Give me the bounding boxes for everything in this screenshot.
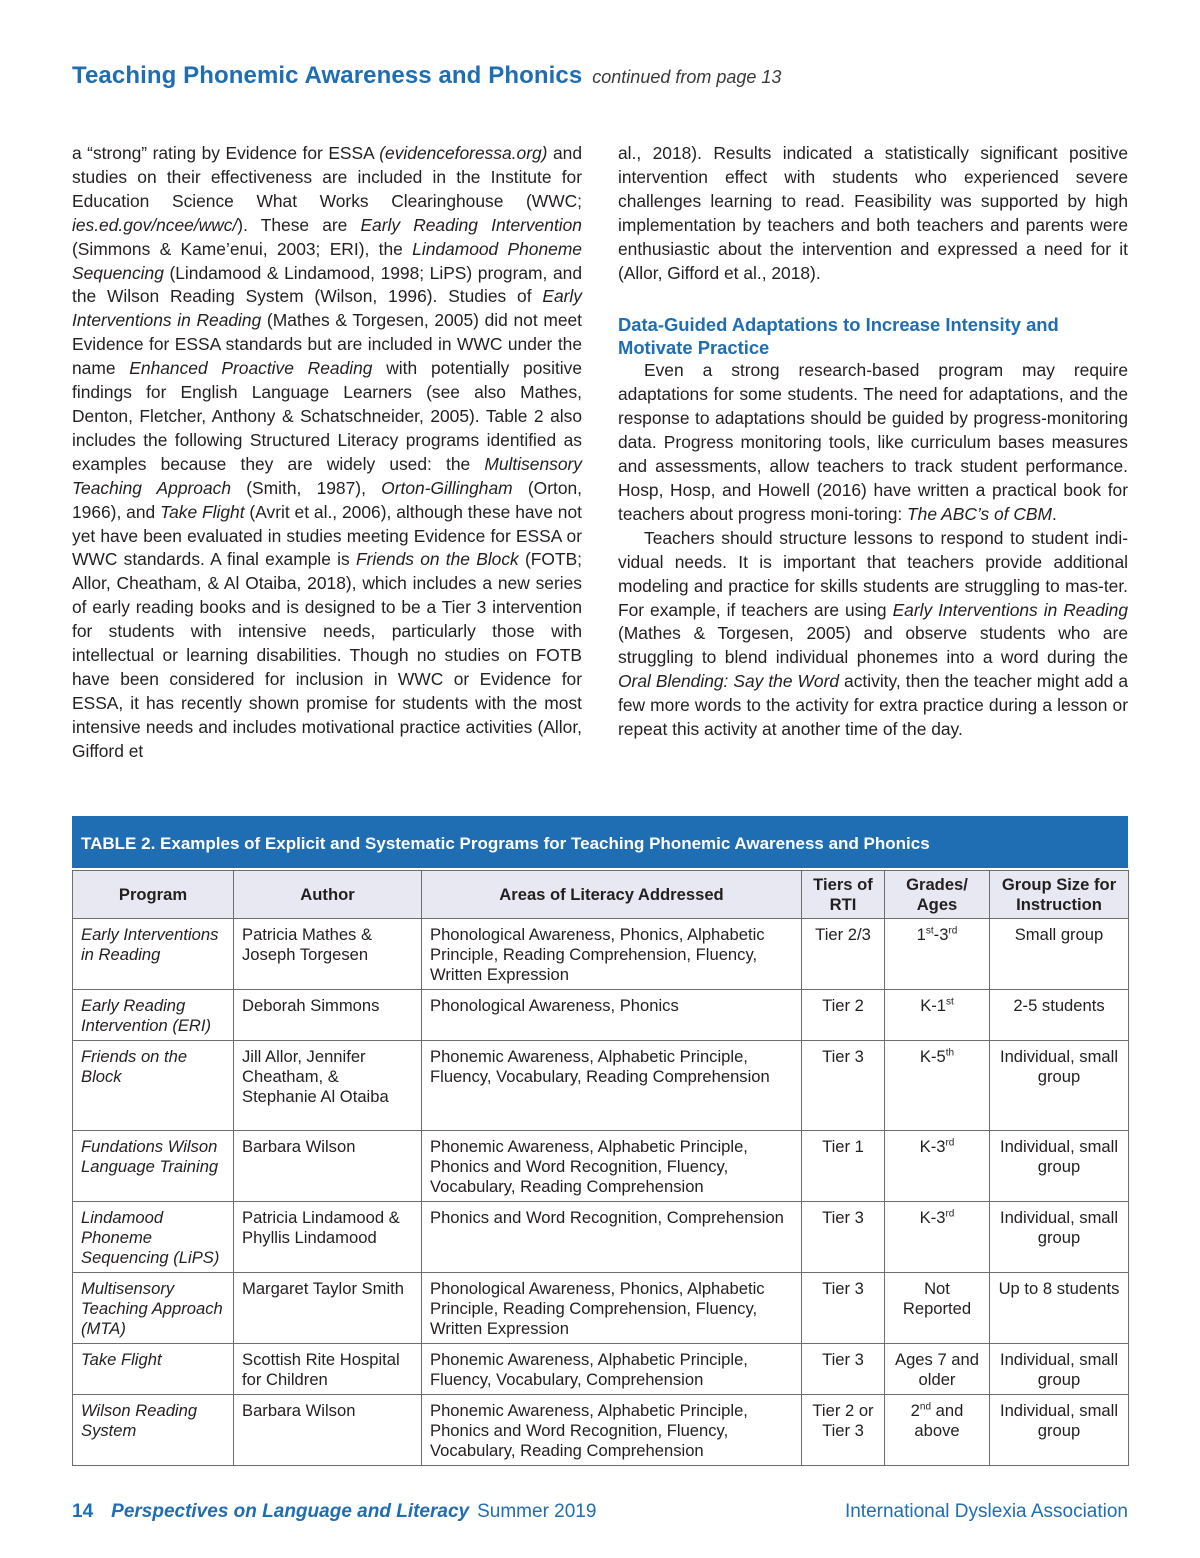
issue-date: Summer 2019 (477, 1501, 597, 1522)
text-run: (Mathes & Torgesen, 2005) did not meet Evidence for ESSA standards but are included in WWC under the name (72, 310, 582, 379)
program-cell: Take Flight (73, 1344, 234, 1395)
link-evidenceforessa[interactable]: (evidenceforessa.org) (379, 143, 548, 163)
author-cell: Deborah Simmons (234, 990, 422, 1041)
programs-table-container (72, 816, 1128, 1466)
right-column (618, 142, 1128, 742)
text-run: ). These are (237, 214, 361, 235)
group-cell: Small group (990, 919, 1129, 990)
grades-cell: K-3rd (885, 1131, 990, 1202)
italic-title: Early Interventions in Reading (72, 286, 582, 331)
program-cell: Early Reading Intervention (ERI) (73, 990, 234, 1041)
group-cell: Individual, small group (990, 1395, 1129, 1466)
text-run: (Lindamood & Lindamood, 1998; LiPS) program, and the Wilson Reading System (Wilson, 1996). Studies of (72, 262, 582, 307)
table-row (73, 1131, 1129, 1202)
author-cell: Patricia Mathes & Joseph Torgesen (234, 919, 422, 990)
programs-table (72, 870, 1129, 1466)
text-run: (Avrit et al., 2006), although these have not yet have been evaluated in studies meeting Evidence for ESSA or WWC standards. A final example is (72, 501, 582, 570)
left-column (72, 142, 582, 764)
text-run: and studies on their effectiveness are included in the Institute for Education Science What Works Clearinghouse (WWC; (72, 143, 582, 211)
program-cell: Lindamood Phoneme Sequencing (LiPS) (73, 1202, 234, 1273)
table-row (73, 1041, 1129, 1131)
organization-name: International Dyslexia Association (844, 1501, 1128, 1522)
journal-name: Perspectives on Language and Literacy (111, 1501, 470, 1522)
text-run: a “strong” rating by Evidence for ESSA (72, 143, 380, 163)
program-cell: Friends on the Block (73, 1041, 234, 1131)
grades-cell: Ages 7 and older (885, 1344, 990, 1395)
author-cell: Margaret Taylor Smith (234, 1273, 422, 1344)
italic-title: Multisensory Teaching Approach (72, 453, 582, 498)
table-row (73, 1395, 1129, 1466)
text-run: (Mathes & Torgesen, 2005) and observe students who are struggling to blend individual phonemes into a word during the (618, 623, 1128, 668)
table-row (73, 1344, 1129, 1395)
grades-cell: Not Reported (885, 1273, 990, 1344)
tiers-cell: Tier 1 (802, 1131, 885, 1202)
italic-title: The ABC’s of CBM (907, 503, 1052, 524)
table-caption: TABLE 2. Examples of Explicit and Systematic Programs for Teaching Phonemic Awareness and Phonics (72, 816, 1128, 868)
italic-title: Enhanced Proactive Reading (129, 358, 373, 379)
text-run: Teachers should structure lessons to respond to student indi-vidual needs. It is important that teachers provide additional modeling and practice for skills students are struggling to mas-ter. For example, if teachers are using (618, 527, 1128, 620)
tiers-cell: Tier 3 (802, 1273, 885, 1344)
italic-title: Friends on the Block (355, 549, 519, 570)
tiers-cell: Tier 3 (802, 1344, 885, 1395)
program-cell: Wilson Reading System (73, 1395, 234, 1466)
text-run: Even a strong research-based program may require adaptations for some students. The need for adaptations, and the response to adaptations should be guided by progress-monitoring data. Progress monitoring tools, like curriculum bases measures and assessments, allow teachers to track student performance. Hosp, Hosp, and Howell (2016) have written a practical book for teachers about progress moni-toring: (618, 360, 1128, 524)
tiers-cell: Tier 2 (802, 990, 885, 1041)
link-wwc[interactable]: ies.ed.gov/ncee/wwc/ (72, 214, 238, 235)
text-run: with potentially positive findings for English Language Learners (see also Mathes, Denton, Fletcher, Anthony & Schatschneider, 2005). Table 2 also includes the following Structured Literacy programs identified as examples because they are widely used: the (72, 358, 583, 474)
text-run: . (1052, 503, 1057, 524)
header-program: Program (73, 871, 234, 919)
tiers-cell: Tier 2 or Tier 3 (802, 1395, 885, 1466)
italic-title: Early Interventions in Reading (892, 599, 1128, 620)
program-cell: Fundations Wilson Language Training (73, 1131, 234, 1202)
group-cell: Individual, small group (990, 1041, 1129, 1131)
header-areas: Areas of Literacy Addressed (422, 871, 802, 919)
grades-cell: 2nd and above (885, 1395, 990, 1466)
grades-cell: K-1st (885, 990, 990, 1041)
grades-cell: 1st-3rd (885, 919, 990, 990)
group-cell: Individual, small group (990, 1202, 1129, 1273)
areas-cell: Phonemic Awareness, Alphabetic Principle, Fluency, Vocabulary, Comprehension (422, 1344, 802, 1395)
italic-title: Take Flight (160, 501, 245, 522)
group-cell: 2-5 students (990, 990, 1129, 1041)
continued-note: continued from page 13 (592, 67, 782, 87)
program-cell: Early Interventions in Reading (73, 919, 234, 990)
areas-cell: Phonemic Awareness, Alphabetic Principle, Fluency, Vocabulary, Reading Comprehension (422, 1041, 802, 1131)
section-heading: Data-Guided Adaptations to Increase Intensity and Motivate Practice (618, 314, 1059, 359)
page-number: 14 (72, 1501, 94, 1522)
tiers-cell: Tier 3 (802, 1202, 885, 1273)
table-header-row (73, 871, 1129, 919)
text-run: (Smith, 1987), (231, 477, 382, 498)
author-cell: Jill Allor, Jennifer Cheatham, & Stephanie Al Otaiba (234, 1041, 422, 1131)
header-tiers: Tiers of RTI (802, 871, 885, 919)
right-paragraph-1: al., 2018). Results indicated a statistically significant positive intervention effect with students who experienced severe challenges learning to read. Feasibility was supported by high implementation by teachers and both teachers and parents were enthusiastic about the intervention and expressed a need for it (Allor, Gifford et al., 2018). (618, 143, 1128, 283)
grades-cell: K-5th (885, 1041, 990, 1131)
areas-cell: Phonemic Awareness, Alphabetic Principle, Phonics and Word Recognition, Fluency, Vocabulary, Reading Comprehension (422, 1395, 802, 1466)
article-title: Teaching Phonemic Awareness and Phonics (72, 62, 583, 89)
italic-title: Early Reading Intervention (360, 214, 582, 235)
author-cell: Barbara Wilson (234, 1131, 422, 1202)
text-run: (Orton, 1966), and (72, 477, 582, 522)
group-cell: Individual, small group (990, 1131, 1129, 1202)
right-paragraph-3 (618, 527, 1128, 742)
tiers-cell: Tier 3 (802, 1041, 885, 1131)
author-cell: Barbara Wilson (234, 1395, 422, 1466)
areas-cell: Phonemic Awareness, Alphabetic Principle, Phonics and Word Recognition, Fluency, Vocabulary, Reading Comprehension (422, 1131, 802, 1202)
text-run: activity, then the teacher might add a few more words to the activity for extra practice during a lesson or repeat this activity at another time of the day. (618, 671, 1128, 740)
grades-cell: K-3rd (885, 1202, 990, 1273)
areas-cell: Phonological Awareness, Phonics (422, 990, 802, 1041)
page-header (72, 62, 781, 90)
table-row (73, 990, 1129, 1041)
italic-title: Oral Blending: Say the Word (618, 671, 840, 692)
group-cell: Individual, small group (990, 1344, 1129, 1395)
left-paragraph-1 (72, 142, 582, 764)
italic-title: Lindamood Phoneme Sequencing (72, 238, 582, 283)
italic-title: Orton-Gillingham (381, 477, 513, 498)
group-cell: Up to 8 students (990, 1273, 1129, 1344)
areas-cell: Phonological Awareness, Phonics, Alphabetic Principle, Reading Comprehension, Fluency, Written Expression (422, 1273, 802, 1344)
header-author: Author (234, 871, 422, 919)
tiers-cell: Tier 2/3 (802, 919, 885, 990)
table-row (73, 1273, 1129, 1344)
header-grades: Grades/ Ages (885, 871, 990, 919)
author-cell: Patricia Lindamood & Phyllis Lindamood (234, 1202, 422, 1273)
program-cell: Multisensory Teaching Approach (MTA) (73, 1273, 234, 1344)
author-cell: Scottish Rite Hospital for Children (234, 1344, 422, 1395)
text-run: (Simmons & Kame’enui, 2003; ERI), the (72, 238, 413, 259)
page-footer (72, 1501, 1128, 1525)
table-row (73, 1202, 1129, 1273)
areas-cell: Phonics and Word Recognition, Comprehension (422, 1202, 802, 1273)
header-group-size: Group Size for Instruction (990, 871, 1129, 919)
areas-cell: Phonological Awareness, Phonics, Alphabetic Principle, Reading Comprehension, Fluency, Written Expression (422, 919, 802, 990)
table-row (73, 919, 1129, 990)
right-paragraph-2 (618, 359, 1128, 526)
text-run: (FOTB; Allor, Cheatham, & Al Otaiba, 2018), which includes a new series of early reading books and is designed to be a Tier 3 intervention for students with intensive needs, particularly those with intellectual or learning disabilities. Though no studies on FOTB have been considered for inclusion in WWC or Evidence for ESSA, it has recently shown promise for students with the most intensive needs and includes motivational practice activities (Allor, Gifford et (72, 549, 582, 761)
